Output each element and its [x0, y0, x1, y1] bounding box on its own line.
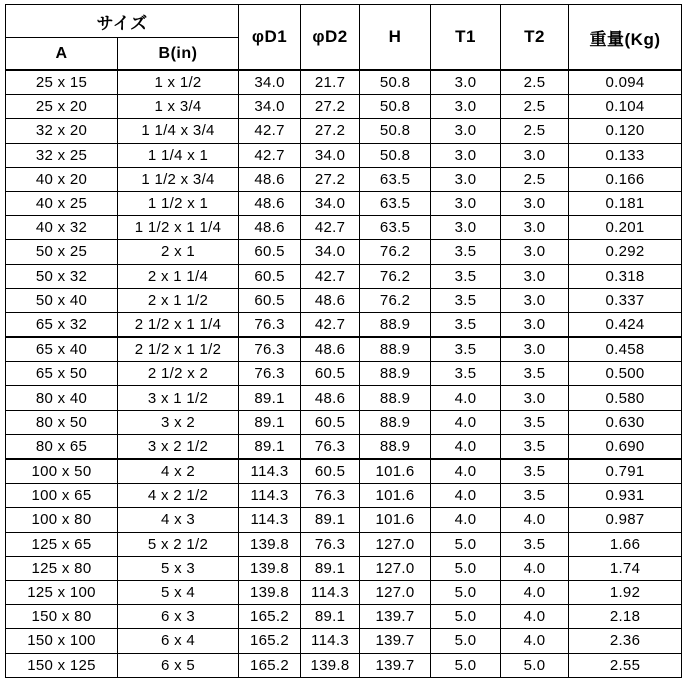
cell-size-a: 150 x 125	[6, 653, 118, 677]
cell-t1: 4.0	[431, 434, 501, 459]
cell-weight: 0.580	[569, 386, 682, 410]
cell-size-a: 80 x 50	[6, 410, 118, 434]
cell-weight: 0.337	[569, 288, 682, 312]
cell-h: 76.2	[360, 264, 431, 288]
cell-d1: 60.5	[239, 288, 301, 312]
cell-d2: 27.2	[301, 167, 360, 191]
cell-h: 88.9	[360, 337, 431, 362]
table-row	[6, 459, 682, 484]
cell-d1: 76.3	[239, 312, 301, 337]
cell-t2: 4.0	[501, 629, 569, 653]
cell-d1: 139.8	[239, 532, 301, 556]
reducer-spec-table	[5, 4, 682, 678]
cell-d1: 48.6	[239, 191, 301, 215]
cell-d2: 48.6	[301, 288, 360, 312]
cell-size-b: 1 x 1/2	[118, 70, 239, 95]
cell-size-b: 1 1/2 x 1	[118, 191, 239, 215]
cell-d2: 42.7	[301, 264, 360, 288]
cell-h: 127.0	[360, 532, 431, 556]
cell-weight: 0.133	[569, 143, 682, 167]
cell-size-a: 125 x 80	[6, 556, 118, 580]
table-row	[6, 580, 682, 604]
table-row	[6, 312, 682, 337]
cell-h: 139.7	[360, 629, 431, 653]
cell-weight: 0.458	[569, 337, 682, 362]
cell-size-b: 1 1/4 x 3/4	[118, 119, 239, 143]
cell-size-a: 32 x 25	[6, 143, 118, 167]
cell-d1: 139.8	[239, 580, 301, 604]
cell-t2: 4.0	[501, 605, 569, 629]
cell-t1: 4.0	[431, 410, 501, 434]
cell-t1: 3.5	[431, 240, 501, 264]
cell-size-a: 25 x 20	[6, 95, 118, 119]
header-weight: 重量(Kg)	[569, 5, 682, 71]
cell-t2: 3.0	[501, 191, 569, 215]
cell-d2: 21.7	[301, 70, 360, 95]
cell-h: 88.9	[360, 410, 431, 434]
cell-size-a: 40 x 20	[6, 167, 118, 191]
cell-d1: 165.2	[239, 653, 301, 677]
cell-weight: 0.181	[569, 191, 682, 215]
table-row	[6, 191, 682, 215]
table-row	[6, 605, 682, 629]
table-row	[6, 337, 682, 362]
cell-size-a: 65 x 50	[6, 362, 118, 386]
cell-size-b: 2 1/2 x 2	[118, 362, 239, 386]
cell-size-a: 50 x 25	[6, 240, 118, 264]
cell-size-a: 50 x 32	[6, 264, 118, 288]
cell-t2: 3.0	[501, 312, 569, 337]
cell-t1: 3.0	[431, 216, 501, 240]
cell-size-a: 100 x 50	[6, 459, 118, 484]
cell-size-a: 40 x 32	[6, 216, 118, 240]
cell-t2: 3.0	[501, 143, 569, 167]
cell-t1: 3.0	[431, 119, 501, 143]
cell-t1: 3.5	[431, 362, 501, 386]
cell-d2: 34.0	[301, 143, 360, 167]
cell-h: 88.9	[360, 434, 431, 459]
cell-t1: 4.0	[431, 459, 501, 484]
cell-size-a: 80 x 40	[6, 386, 118, 410]
cell-t2: 3.0	[501, 264, 569, 288]
cell-size-a: 65 x 32	[6, 312, 118, 337]
header-a: A	[6, 38, 118, 71]
cell-d2: 114.3	[301, 629, 360, 653]
cell-d2: 48.6	[301, 337, 360, 362]
cell-size-b: 2 1/2 x 1 1/2	[118, 337, 239, 362]
cell-size-a: 125 x 100	[6, 580, 118, 604]
cell-size-b: 6 x 4	[118, 629, 239, 653]
cell-h: 101.6	[360, 459, 431, 484]
cell-t2: 4.0	[501, 508, 569, 532]
cell-t1: 5.0	[431, 580, 501, 604]
cell-size-b: 4 x 3	[118, 508, 239, 532]
cell-size-b: 1 1/4 x 1	[118, 143, 239, 167]
cell-size-b: 2 1/2 x 1 1/4	[118, 312, 239, 337]
cell-size-b: 2 x 1	[118, 240, 239, 264]
table-row	[6, 264, 682, 288]
cell-size-b: 1 1/2 x 3/4	[118, 167, 239, 191]
cell-t2: 2.5	[501, 167, 569, 191]
cell-size-b: 2 x 1 1/4	[118, 264, 239, 288]
cell-h: 63.5	[360, 167, 431, 191]
cell-t2: 3.5	[501, 410, 569, 434]
cell-d2: 76.3	[301, 484, 360, 508]
cell-weight: 1.74	[569, 556, 682, 580]
cell-size-a: 65 x 40	[6, 337, 118, 362]
cell-size-a: 125 x 65	[6, 532, 118, 556]
cell-t2: 5.0	[501, 653, 569, 677]
table-row	[6, 410, 682, 434]
cell-h: 63.5	[360, 191, 431, 215]
cell-d1: 34.0	[239, 70, 301, 95]
table-row	[6, 70, 682, 95]
cell-weight: 0.292	[569, 240, 682, 264]
table-row	[6, 556, 682, 580]
cell-size-a: 40 x 25	[6, 191, 118, 215]
table-row	[6, 119, 682, 143]
cell-weight: 2.36	[569, 629, 682, 653]
cell-d1: 60.5	[239, 240, 301, 264]
cell-h: 76.2	[360, 240, 431, 264]
cell-h: 139.7	[360, 653, 431, 677]
cell-t1: 5.0	[431, 629, 501, 653]
cell-d1: 165.2	[239, 629, 301, 653]
cell-d1: 139.8	[239, 556, 301, 580]
cell-t1: 4.0	[431, 508, 501, 532]
cell-d2: 60.5	[301, 362, 360, 386]
table-row	[6, 240, 682, 264]
cell-d2: 89.1	[301, 605, 360, 629]
cell-t1: 5.0	[431, 605, 501, 629]
cell-size-a: 32 x 20	[6, 119, 118, 143]
cell-d1: 48.6	[239, 167, 301, 191]
cell-weight: 0.987	[569, 508, 682, 532]
table-row	[6, 508, 682, 532]
table-row	[6, 143, 682, 167]
cell-weight: 0.120	[569, 119, 682, 143]
header-size-group: サイズ	[6, 5, 239, 38]
cell-size-b: 4 x 2 1/2	[118, 484, 239, 508]
cell-h: 88.9	[360, 362, 431, 386]
cell-d1: 165.2	[239, 605, 301, 629]
cell-size-b: 6 x 5	[118, 653, 239, 677]
cell-weight: 0.931	[569, 484, 682, 508]
cell-size-b: 1 x 3/4	[118, 95, 239, 119]
cell-t1: 3.5	[431, 337, 501, 362]
cell-size-a: 150 x 80	[6, 605, 118, 629]
cell-d1: 114.3	[239, 508, 301, 532]
cell-weight: 2.18	[569, 605, 682, 629]
cell-t2: 3.0	[501, 337, 569, 362]
cell-t1: 3.0	[431, 191, 501, 215]
cell-weight: 0.500	[569, 362, 682, 386]
spec-table-container	[5, 4, 682, 678]
cell-t2: 2.5	[501, 95, 569, 119]
cell-weight: 0.201	[569, 216, 682, 240]
header-t2: T2	[501, 5, 569, 71]
table-row	[6, 362, 682, 386]
cell-h: 76.2	[360, 288, 431, 312]
cell-size-b: 5 x 2 1/2	[118, 532, 239, 556]
table-row	[6, 653, 682, 677]
cell-d2: 76.3	[301, 434, 360, 459]
cell-t2: 3.0	[501, 240, 569, 264]
cell-t2: 3.5	[501, 459, 569, 484]
cell-t1: 3.5	[431, 264, 501, 288]
cell-h: 101.6	[360, 484, 431, 508]
cell-d2: 27.2	[301, 95, 360, 119]
header-h: H	[360, 5, 431, 71]
cell-h: 88.9	[360, 312, 431, 337]
cell-h: 139.7	[360, 605, 431, 629]
cell-d2: 34.0	[301, 191, 360, 215]
cell-d1: 42.7	[239, 143, 301, 167]
cell-h: 50.8	[360, 119, 431, 143]
cell-t1: 4.0	[431, 484, 501, 508]
cell-t2: 3.5	[501, 532, 569, 556]
cell-d1: 60.5	[239, 264, 301, 288]
table-row	[6, 167, 682, 191]
cell-weight: 0.094	[569, 70, 682, 95]
cell-size-a: 50 x 40	[6, 288, 118, 312]
table-row	[6, 484, 682, 508]
cell-t2: 3.0	[501, 216, 569, 240]
cell-t1: 3.5	[431, 288, 501, 312]
cell-d2: 27.2	[301, 119, 360, 143]
cell-weight: 2.55	[569, 653, 682, 677]
cell-d1: 89.1	[239, 434, 301, 459]
table-row	[6, 434, 682, 459]
cell-d2: 114.3	[301, 580, 360, 604]
cell-h: 50.8	[360, 70, 431, 95]
cell-d1: 114.3	[239, 459, 301, 484]
table-row	[6, 288, 682, 312]
cell-d1: 48.6	[239, 216, 301, 240]
cell-size-a: 150 x 100	[6, 629, 118, 653]
cell-size-a: 100 x 80	[6, 508, 118, 532]
cell-h: 50.8	[360, 95, 431, 119]
cell-weight: 1.66	[569, 532, 682, 556]
cell-h: 127.0	[360, 580, 431, 604]
cell-h: 50.8	[360, 143, 431, 167]
cell-size-b: 3 x 1 1/2	[118, 386, 239, 410]
cell-d2: 48.6	[301, 386, 360, 410]
cell-h: 63.5	[360, 216, 431, 240]
cell-size-b: 5 x 3	[118, 556, 239, 580]
cell-size-b: 6 x 3	[118, 605, 239, 629]
table-row	[6, 95, 682, 119]
header-d1: φD1	[239, 5, 301, 71]
cell-size-b: 5 x 4	[118, 580, 239, 604]
cell-t2: 3.5	[501, 362, 569, 386]
cell-t1: 4.0	[431, 386, 501, 410]
table-row	[6, 629, 682, 653]
cell-weight: 0.690	[569, 434, 682, 459]
table-header	[6, 5, 682, 71]
cell-size-a: 80 x 65	[6, 434, 118, 459]
cell-weight: 0.791	[569, 459, 682, 484]
cell-d2: 89.1	[301, 556, 360, 580]
table-body	[6, 70, 682, 677]
table-row	[6, 216, 682, 240]
cell-size-b: 1 1/2 x 1 1/4	[118, 216, 239, 240]
cell-d1: 76.3	[239, 337, 301, 362]
cell-size-b: 4 x 2	[118, 459, 239, 484]
cell-d2: 34.0	[301, 240, 360, 264]
cell-d1: 42.7	[239, 119, 301, 143]
cell-d2: 60.5	[301, 410, 360, 434]
cell-t1: 3.0	[431, 143, 501, 167]
cell-d1: 34.0	[239, 95, 301, 119]
cell-d1: 89.1	[239, 410, 301, 434]
header-d2: φD2	[301, 5, 360, 71]
cell-weight: 0.630	[569, 410, 682, 434]
cell-t2: 4.0	[501, 580, 569, 604]
header-b: B(in)	[118, 38, 239, 71]
cell-size-a: 100 x 65	[6, 484, 118, 508]
cell-weight: 0.424	[569, 312, 682, 337]
cell-weight: 0.318	[569, 264, 682, 288]
cell-t1: 5.0	[431, 653, 501, 677]
cell-h: 127.0	[360, 556, 431, 580]
cell-t2: 4.0	[501, 556, 569, 580]
cell-t1: 3.0	[431, 70, 501, 95]
cell-d2: 42.7	[301, 216, 360, 240]
cell-weight: 1.92	[569, 580, 682, 604]
cell-d1: 76.3	[239, 362, 301, 386]
table-row	[6, 532, 682, 556]
cell-d1: 114.3	[239, 484, 301, 508]
cell-d1: 89.1	[239, 386, 301, 410]
cell-d2: 139.8	[301, 653, 360, 677]
cell-size-b: 2 x 1 1/2	[118, 288, 239, 312]
cell-weight: 0.104	[569, 95, 682, 119]
cell-d2: 60.5	[301, 459, 360, 484]
cell-t2: 2.5	[501, 119, 569, 143]
cell-t2: 3.0	[501, 288, 569, 312]
cell-t1: 5.0	[431, 532, 501, 556]
cell-weight: 0.166	[569, 167, 682, 191]
cell-size-b: 3 x 2 1/2	[118, 434, 239, 459]
cell-t2: 2.5	[501, 70, 569, 95]
cell-d2: 89.1	[301, 508, 360, 532]
cell-t1: 5.0	[431, 556, 501, 580]
cell-d2: 76.3	[301, 532, 360, 556]
cell-t1: 3.0	[431, 95, 501, 119]
cell-d2: 42.7	[301, 312, 360, 337]
cell-t2: 3.5	[501, 484, 569, 508]
cell-size-a: 25 x 15	[6, 70, 118, 95]
cell-t1: 3.0	[431, 167, 501, 191]
cell-h: 88.9	[360, 386, 431, 410]
header-t1: T1	[431, 5, 501, 71]
cell-size-b: 3 x 2	[118, 410, 239, 434]
cell-t2: 3.5	[501, 434, 569, 459]
cell-t2: 3.0	[501, 386, 569, 410]
cell-h: 101.6	[360, 508, 431, 532]
table-row	[6, 386, 682, 410]
cell-t1: 3.5	[431, 312, 501, 337]
